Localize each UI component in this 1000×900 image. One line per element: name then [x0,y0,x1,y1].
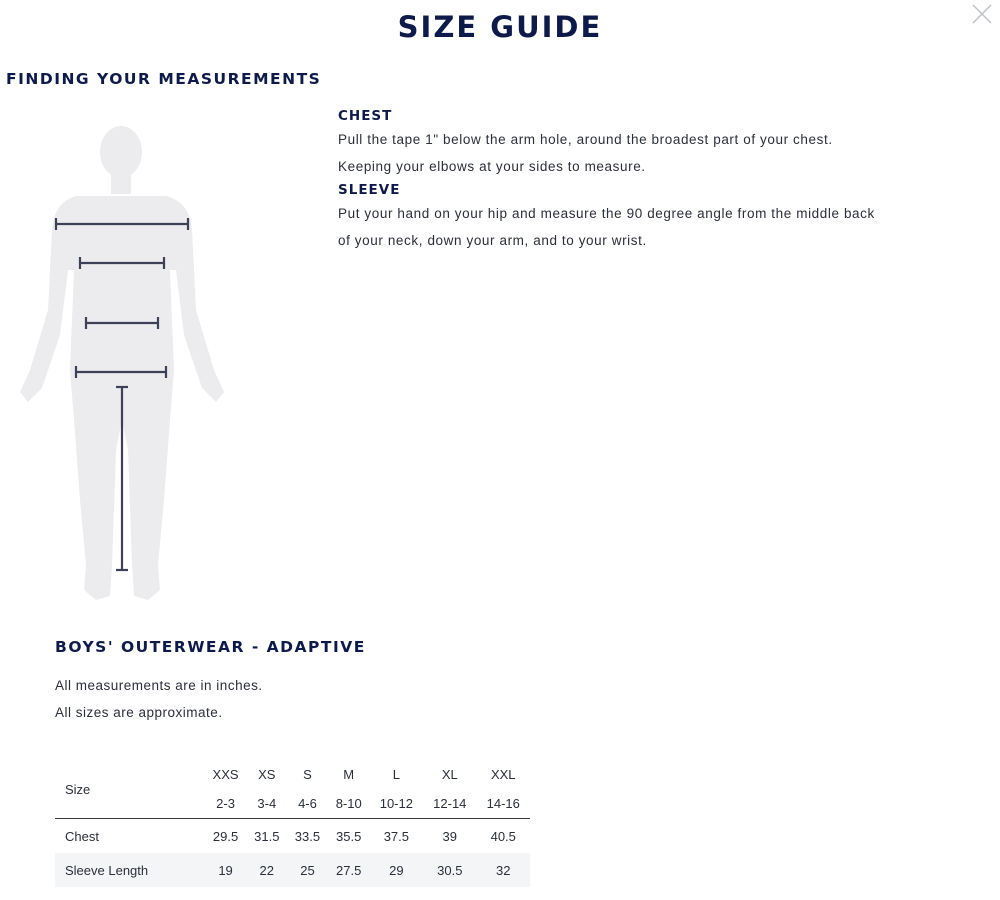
size-header-cell: L [392,766,400,782]
table-cell: 29.5 [212,828,239,844]
size-header-cell: M [343,766,355,782]
age-header-cell: 8-10 [328,788,370,819]
table-cell: 30.5 [423,853,476,887]
size-table [55,760,530,887]
age-header-cell: 12-14 [423,788,476,819]
chest-heading: CHEST [338,108,393,124]
table-cell: 31.5 [254,828,280,844]
note-units: All measurements are in inches. [55,678,263,693]
table-cell: 39 [442,828,458,844]
table-cell: 22 [246,853,287,887]
age-header-cell: 10-12 [370,788,423,819]
age-header-cell: 3-4 [246,788,287,819]
size-header-cell: XXL [490,766,516,782]
finding-measurements-heading: FINDING YOUR MEASUREMENTS [6,70,322,88]
table-cell: 29 [370,853,423,887]
sleeve-instruction-line-1: Put your hand on your hip and measure the 90 degree angle from the middle back [338,206,875,221]
size-column-label: Size [55,760,205,819]
sleeve-heading: SLEEVE [338,182,401,198]
note-approximate: All sizes are approximate. [55,705,223,720]
page-title: SIZE GUIDE [397,10,603,44]
body-measurement-figure [18,120,230,610]
row-label: Chest [65,828,99,844]
size-header-cell: XXS [212,766,239,782]
section-heading: BOYS' OUTERWEAR - ADAPTIVE [55,638,366,656]
age-header-cell: 4-6 [287,788,328,819]
section-notes [55,672,263,726]
age-header-cell: 2-3 [205,788,247,819]
chest-instruction-line-1: Pull the tape 1" below the arm hole, around the broadest part of your chest. [338,132,833,147]
table-cell: 25 [287,853,328,887]
close-button[interactable] [970,2,994,26]
table-row-chest [55,819,530,854]
size-header-cell: S [303,766,312,782]
table-cell: 37.5 [383,828,409,844]
table-row-sleeve-length [55,853,530,887]
table-cell: 35.5 [336,828,362,844]
size-header-cell: XS [258,766,276,782]
age-header-cell: 14-16 [477,788,531,819]
measurement-instructions [338,106,938,254]
close-icon[interactable] [970,2,994,26]
sleeve-instruction-line-2: of your neck, down your arm, and to your wrist. [338,233,647,248]
chest-instruction-line-2: Keeping your elbows at your sides to measure. [338,159,646,174]
table-cell: 32 [477,853,531,887]
table-cell: 19 [205,853,247,887]
table-cell: 33.5 [294,828,321,844]
table-cell: 27.5 [328,853,370,887]
size-header-row [55,760,530,788]
row-label: Sleeve Length [55,853,205,887]
size-header-cell: XL [441,766,458,782]
table-cell: 40.5 [490,828,516,844]
